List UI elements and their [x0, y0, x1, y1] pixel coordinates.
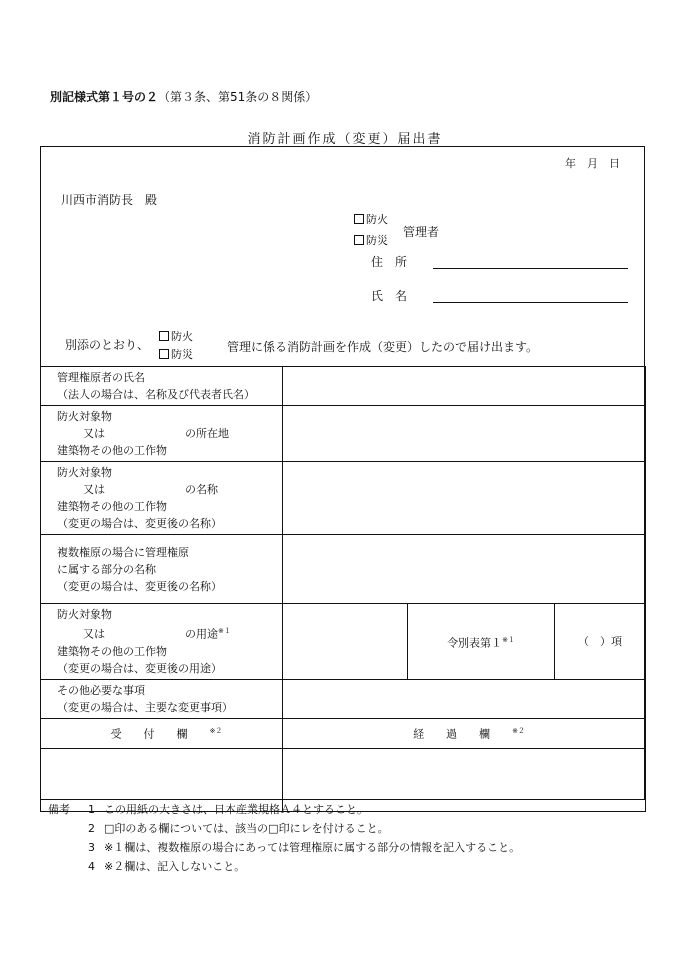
row-manager-name — [41, 367, 646, 406]
field-location[interactable] — [283, 406, 646, 462]
checkbox-icon — [159, 349, 169, 359]
row-location — [41, 406, 646, 462]
row-other — [41, 679, 646, 718]
label-name: 防火対象物 又は の名称 建築物その他の工作物 （変更の場合は、変更後の名称） — [41, 462, 283, 535]
form-relation: （第３条、第51条の８関係） — [158, 90, 318, 104]
form-table — [40, 366, 646, 812]
address-field[interactable] — [433, 268, 628, 269]
form-code: 別記様式第１号の２ — [50, 90, 159, 104]
field-ordinance-item[interactable]: （ ）項 — [555, 604, 646, 680]
row-usage — [41, 604, 646, 680]
field-usage[interactable] — [283, 604, 408, 680]
note-item: 備考 1 この用紙の大きさは、日本産業規格Ａ４とすること。 — [48, 800, 520, 819]
statement-suffix: 管理に係る消防計画を作成（変更）したので届け出ます。 — [227, 340, 539, 354]
field-manager-name[interactable] — [283, 367, 646, 406]
field-partial-name[interactable] — [283, 535, 646, 604]
notes-label: 備考 — [48, 803, 70, 816]
note-item: 3 ※１欄は、複数権原の場合にあっては管理権原に属する部分の情報を記入すること。 — [88, 841, 521, 854]
progress-header: 経過欄$^{※2}$ — [283, 718, 646, 748]
note-item: 2 □印のある欄については、該当の□印にレを付けること。 — [88, 822, 389, 835]
manager-label: 管理者 — [403, 225, 440, 239]
row-office-headers — [41, 718, 646, 748]
row-name — [41, 462, 646, 535]
checkbox-icon — [159, 331, 169, 341]
date-line: 年 月 日 — [565, 157, 620, 170]
label-ordinance-table: 令別表第１$^{※1}$ — [408, 604, 555, 680]
name-label: 氏 名 — [371, 289, 408, 303]
checkbox-disaster-plan[interactable]: 防災 — [159, 346, 193, 362]
label-partial-name: 複数権原の場合に管理権原 に属する部分の名称 （変更の場合は、変更後の名称） — [41, 535, 283, 604]
field-other[interactable] — [283, 679, 646, 718]
notes — [48, 800, 520, 876]
address-label: 住 所 — [371, 255, 408, 269]
label-other: その他必要な事項 （変更の場合は、主要な変更事項） — [41, 679, 283, 718]
note-item: 4 ※２欄は、記入しないこと。 — [88, 860, 246, 873]
row-partial-name — [41, 535, 646, 604]
checkbox-icon — [354, 214, 364, 224]
statement-prefix: 別添のとおり、 — [65, 338, 150, 352]
label-manager-name: 管理権原者の氏名 （法人の場合は、名称及び代表者氏名） — [41, 367, 283, 406]
checkbox-icon — [354, 235, 364, 245]
label-location: 防火対象物 又は の所在地 建築物その他の工作物 — [41, 406, 283, 462]
label-usage: 防火対象物 又は の用途$^{※1}$ 建築物その他の工作物 （変更の場合は、変更後の用途） — [41, 604, 283, 680]
form-number — [50, 88, 317, 105]
checkbox-fire-manager[interactable]: 防火 — [354, 211, 388, 227]
name-field[interactable] — [433, 302, 628, 303]
checkbox-disaster-manager[interactable]: 防災 — [354, 232, 388, 248]
document-title: 消防計画作成（変更）届出書 — [247, 132, 443, 147]
form-frame — [40, 146, 645, 800]
field-name[interactable] — [283, 462, 646, 535]
addressee: 川西市消防長 殿 — [61, 193, 158, 207]
checkbox-fire-plan[interactable]: 防火 — [159, 328, 193, 344]
receipt-header: 受付欄$^{※2}$ — [41, 718, 283, 748]
